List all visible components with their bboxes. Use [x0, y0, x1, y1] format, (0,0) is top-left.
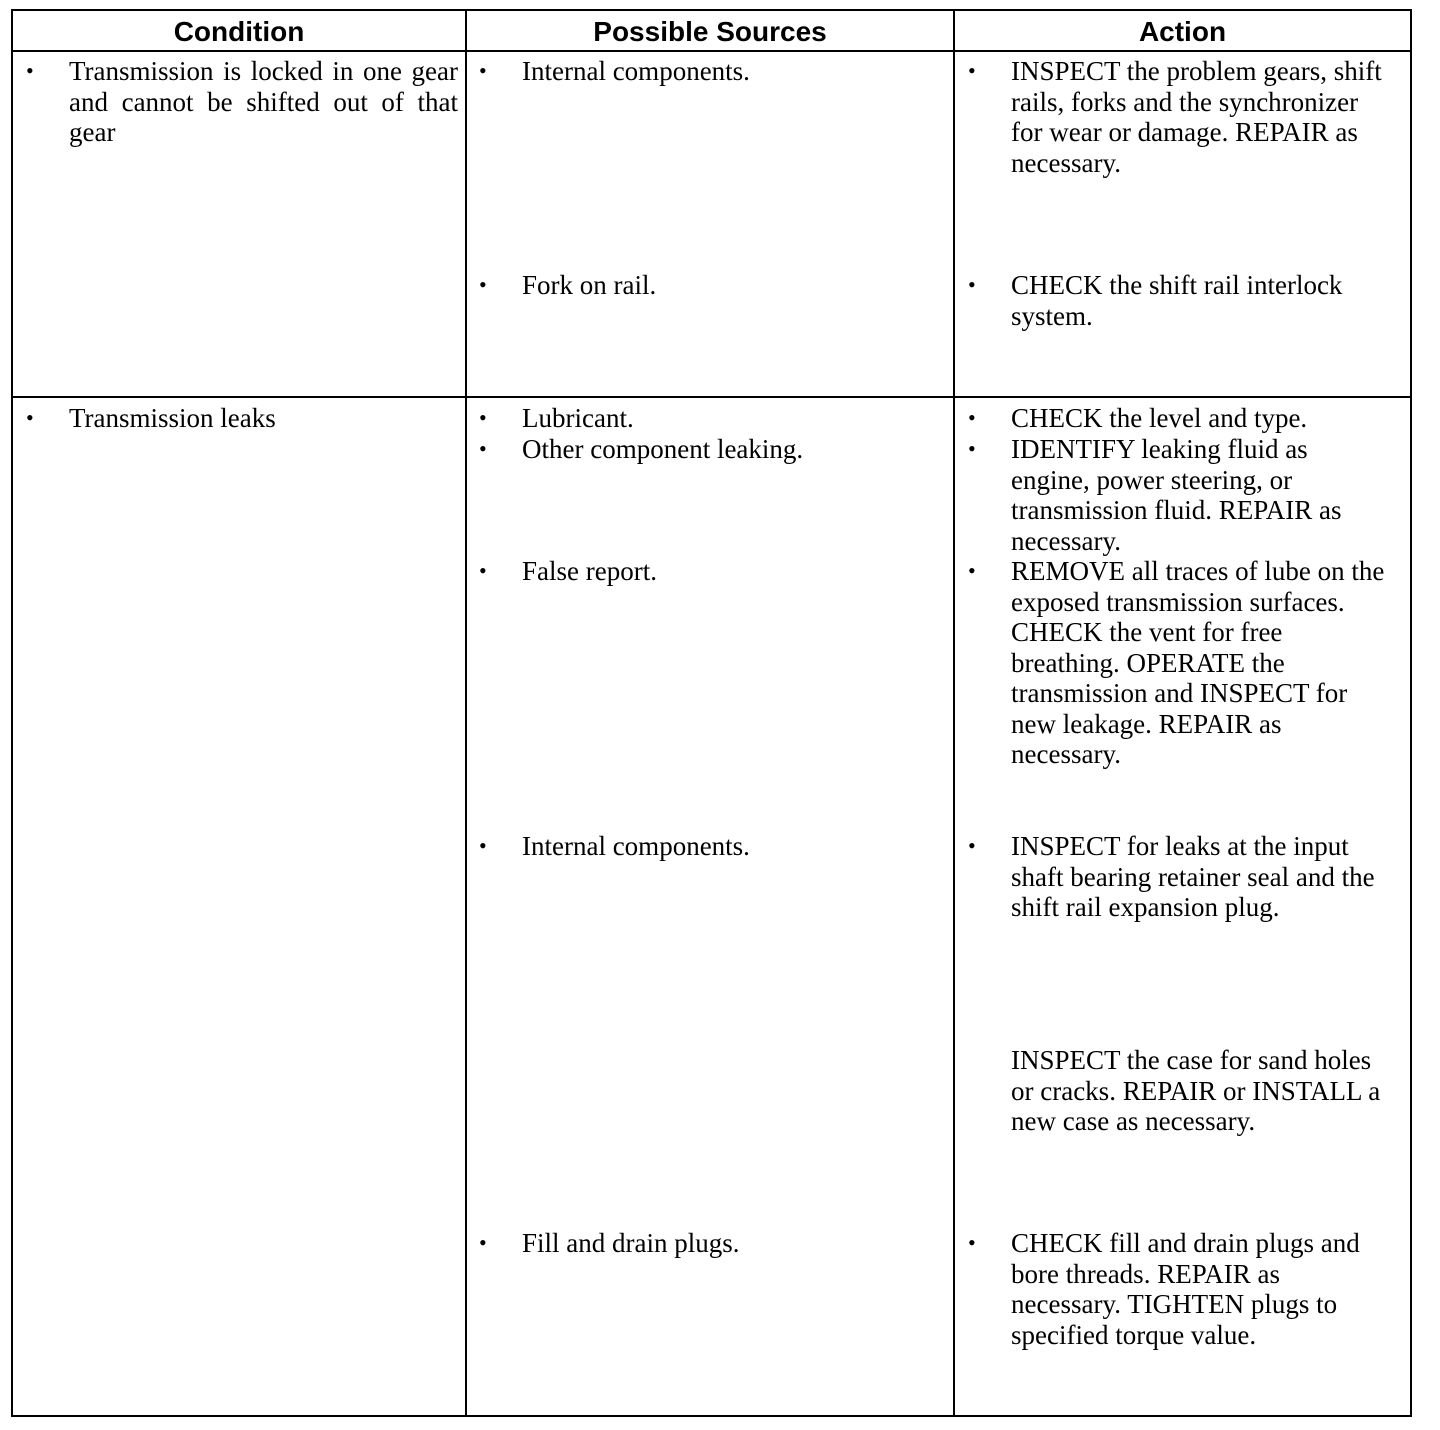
- action-text: INSPECT the case for sand holes or cracks. REPAIR or INSTALL a new case as necessary.: [1011, 1045, 1381, 1136]
- source-item: [479, 831, 939, 862]
- bullet-icon: •: [479, 1230, 487, 1255]
- header-condition: Condition: [173, 15, 305, 47]
- header-action: Action: [1138, 15, 1227, 47]
- action-text: CHECK the level and type.: [1011, 403, 1308, 433]
- source-item: [479, 403, 939, 434]
- bullet-icon: •: [968, 58, 976, 83]
- bullet-icon: •: [26, 405, 34, 430]
- bullet-icon: •: [968, 436, 976, 461]
- header-possible-sources: Possible Sources: [593, 15, 827, 47]
- action-item: [968, 1045, 1388, 1137]
- bullet-icon: •: [968, 272, 976, 297]
- source-item: [479, 556, 939, 587]
- bullet-icon: •: [479, 436, 487, 461]
- action-item: [968, 1228, 1388, 1350]
- condition-cell: [26, 403, 458, 434]
- action-text: IDENTIFY leaking fluid as engine, power steering, or transmission fluid. REPAIR as necessary.: [1011, 434, 1342, 556]
- bullet-icon: •: [479, 833, 487, 858]
- column-divider: [953, 11, 955, 1415]
- column-divider: [465, 11, 467, 1415]
- bullet-icon: •: [479, 58, 487, 83]
- source-text: Other component leaking.: [522, 434, 804, 464]
- troubleshooting-table: [11, 9, 1412, 1417]
- source-text: Lubricant.: [522, 403, 634, 433]
- source-item: [479, 434, 939, 465]
- bullet-icon: •: [479, 405, 487, 430]
- action-text: CHECK fill and drain plugs and bore threads. REPAIR as necessary. TIGHTEN plugs to specified torque value.: [1011, 1228, 1360, 1350]
- action-item: [968, 56, 1388, 178]
- bullet-icon: •: [26, 58, 34, 83]
- source-item: [479, 56, 939, 87]
- bullet-icon: •: [479, 558, 487, 583]
- source-item: [479, 1228, 939, 1259]
- action-item: [968, 403, 1388, 434]
- action-text: INSPECT for leaks at the input shaft bearing retainer seal and the shift rail expansion plug.: [1011, 831, 1375, 922]
- action-text: INSPECT the problem gears, shift rails, forks and the synchronizer for wear or damage. REPAIR as necessary.: [1011, 56, 1382, 178]
- bullet-icon: •: [968, 833, 976, 858]
- row-divider: [13, 396, 1410, 398]
- action-item: [968, 831, 1388, 923]
- condition-cell: [26, 56, 458, 148]
- source-text: False report.: [522, 556, 657, 586]
- source-text: Internal components.: [522, 56, 750, 86]
- action-text: REMOVE all traces of lube on the exposed transmission surfaces. CHECK the vent for free breathing. OPERATE the transmission and INSPECT for new leakage. REPAIR as necessary.: [1011, 556, 1385, 769]
- action-item: [968, 556, 1388, 770]
- bullet-icon: •: [479, 272, 487, 297]
- action-item: [968, 270, 1388, 331]
- action-item: [968, 434, 1388, 556]
- condition-text: Transmission leaks: [69, 403, 276, 433]
- bullet-icon: •: [968, 405, 976, 430]
- bullet-icon: •: [968, 1230, 976, 1255]
- source-item: [479, 270, 939, 301]
- source-text: Internal components.: [522, 831, 750, 861]
- condition-text: Transmission is locked in one gear and cannot be shifted out of that gear: [69, 56, 458, 147]
- action-text: CHECK the shift rail interlock system.: [1011, 270, 1343, 331]
- source-text: Fork on rail.: [522, 270, 657, 300]
- source-text: Fill and drain plugs.: [522, 1228, 740, 1258]
- bullet-icon: •: [968, 558, 976, 583]
